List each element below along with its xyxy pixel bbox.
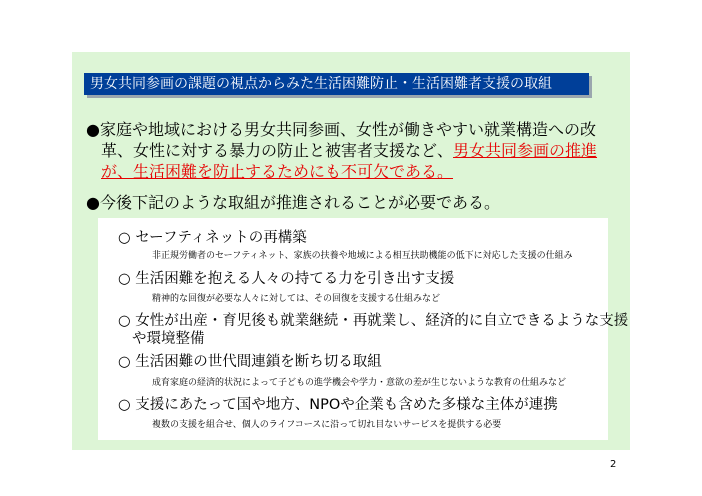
- bullet-2-text: 今後下記のような取組が推進されることが必要である。: [99, 193, 500, 212]
- initiative-item-1-note: 非正規労働者のセーフティネット、家族の扶養や地域による相互扶助機能の低下に対応した支援の仕組み: [152, 251, 573, 261]
- initiative-item-4: ○ 生活困難の世代間連鎖を断ち切る取組: [118, 354, 382, 370]
- highlight-text: 男女共同参画の推進: [453, 141, 598, 160]
- slide-title: 男女共同参画の課題の視点からみた生活困難防止・生活困難者支援の取組: [84, 73, 589, 95]
- initiative-item-3-cont: や環境整備: [132, 331, 205, 347]
- initiative-item-1: ○ セーフティネットの再構築: [118, 230, 307, 246]
- initiative-item-3: ○ 女性が出産・育児後も就業継続・再就業し、経済的に自立できるような支援: [118, 313, 629, 329]
- bullet-paragraph-1: [86, 119, 597, 182]
- bullet-icon: ●: [86, 193, 100, 212]
- initiative-item-5: ○ 支援にあたって国や地方、NPOや企業も含めた多様な主体が連携: [118, 397, 558, 413]
- initiative-item-4-note: 成育家庭の経済的状況によって子どもの進学機会や学力・意欲の差が生じないような教育の仕組みなど: [152, 378, 567, 388]
- bullet-1-line-1: 家庭や地域における男女共同参画、女性が働きやすい就業構造への改: [99, 120, 596, 139]
- initiative-item-2-note: 精神的な回復が必要な人々に対しては、その回復を支援する仕組みなど: [152, 294, 441, 304]
- bullet-1-line-2-text: 革、女性に対する暴力の防止と被害者支援など、: [101, 141, 454, 160]
- bullet-1-line-3-highlight: が、生活困難を防止するためにも不可欠である。: [101, 162, 454, 181]
- page-number: 2: [610, 459, 617, 470]
- bullet-paragraph-2: [86, 192, 500, 213]
- initiative-item-2: ○ 生活困難を抱える人々の持てる力を引き出す支援: [118, 271, 455, 287]
- bullet-icon: ●: [86, 120, 100, 139]
- bullet-1-line-2: [86, 140, 597, 161]
- initiative-item-5-note: 複数の支援を組合せ、個人のライフコースに沿って切れ目ないサービスを提供する必要: [152, 420, 502, 430]
